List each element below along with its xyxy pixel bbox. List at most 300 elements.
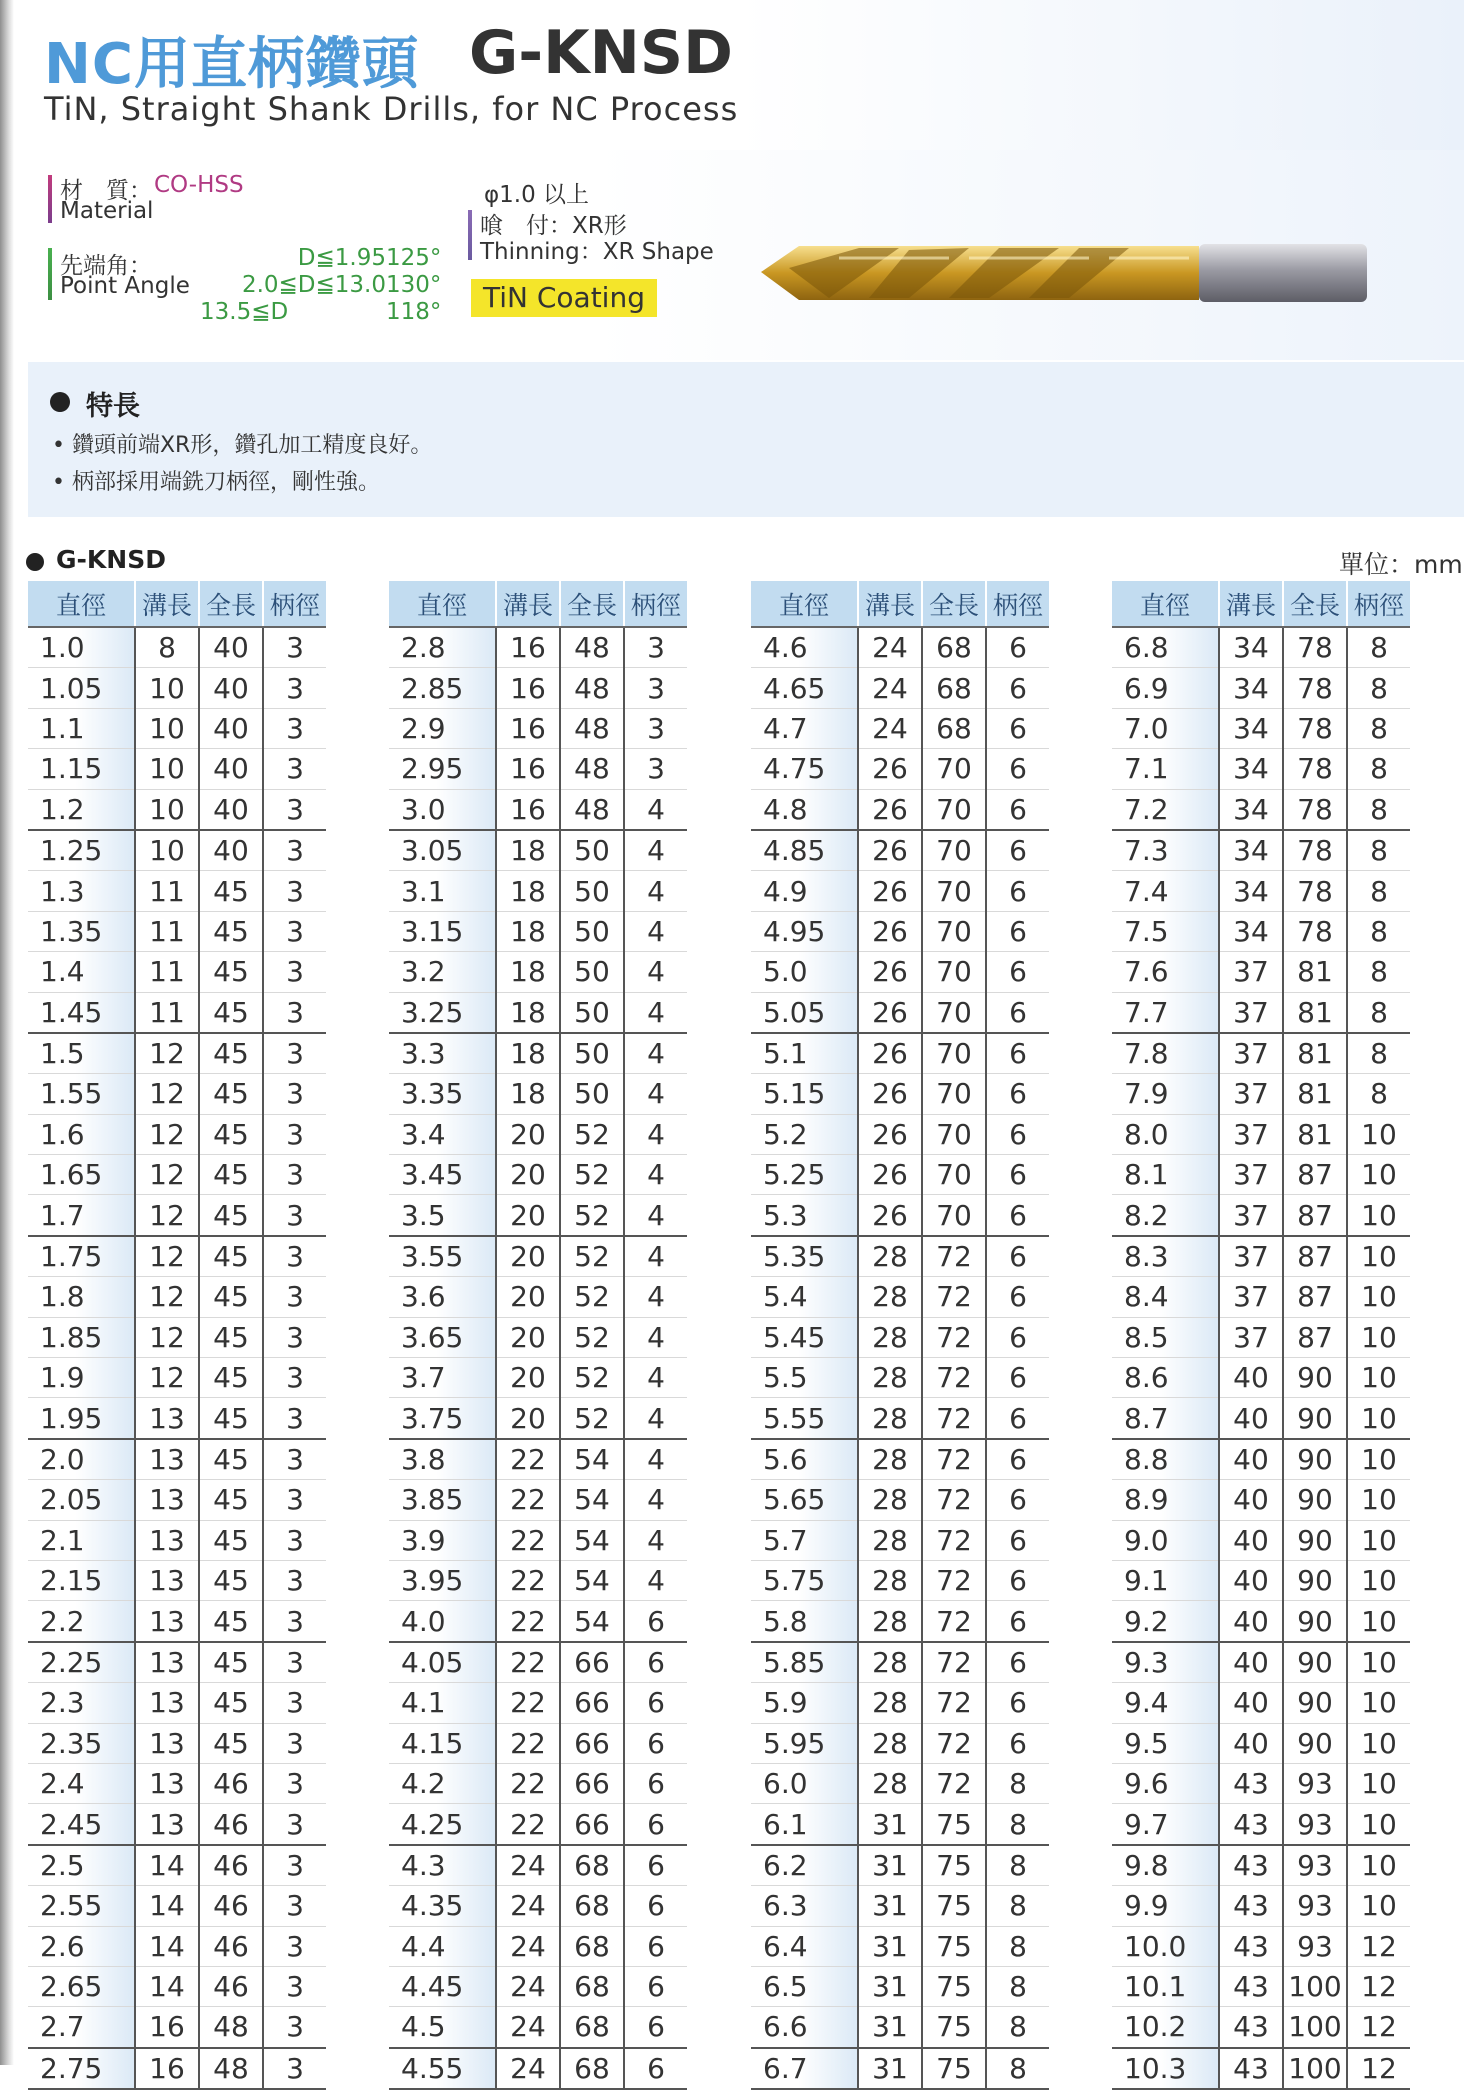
shank-diameter-cell: 10 bbox=[1347, 1642, 1410, 1683]
shank-diameter-cell: 6 bbox=[986, 992, 1049, 1033]
shank-diameter-cell: 6 bbox=[986, 1642, 1049, 1683]
overall-length-cell: 52 bbox=[560, 1155, 624, 1195]
flute-length-cell: 10 bbox=[135, 708, 199, 748]
diameter-cell: 1.55 bbox=[28, 1074, 135, 1114]
flute-length-cell: 43 bbox=[1219, 1886, 1283, 1926]
shank-diameter-cell: 3 bbox=[624, 708, 687, 748]
shank-diameter-cell: 6 bbox=[624, 1845, 687, 1886]
shank-diameter-cell: 3 bbox=[263, 1317, 326, 1357]
overall-length-cell: 68 bbox=[922, 668, 986, 708]
shank-diameter-cell: 3 bbox=[624, 749, 687, 789]
shank-diameter-cell: 8 bbox=[1347, 627, 1410, 668]
shank-diameter-cell: 6 bbox=[624, 1966, 687, 2006]
diameter-cell: 3.9 bbox=[389, 1520, 496, 1560]
overall-length-cell: 72 bbox=[922, 1398, 986, 1439]
shank-diameter-cell: 10 bbox=[1347, 1683, 1410, 1723]
shank-diameter-cell: 3 bbox=[263, 1520, 326, 1560]
size-table-1 bbox=[28, 581, 326, 2090]
flute-length-cell: 22 bbox=[496, 1763, 560, 1803]
shank-diameter-cell: 8 bbox=[986, 1845, 1049, 1886]
diameter-cell: 3.1 bbox=[389, 871, 496, 911]
table-row bbox=[751, 708, 1049, 748]
diameter-cell: 8.4 bbox=[1112, 1277, 1219, 1317]
overall-length-cell: 70 bbox=[922, 789, 986, 830]
table-row bbox=[389, 2048, 687, 2089]
shank-diameter-cell: 6 bbox=[986, 1236, 1049, 1277]
flute-length-cell: 31 bbox=[858, 1886, 922, 1926]
flute-length-cell: 26 bbox=[858, 1074, 922, 1114]
flute-length-cell: 37 bbox=[1219, 1033, 1283, 1074]
diameter-cell: 2.1 bbox=[28, 1520, 135, 1560]
shank-diameter-cell: 8 bbox=[1347, 952, 1410, 992]
diameter-cell: 4.45 bbox=[389, 1966, 496, 2006]
table-row bbox=[28, 1763, 326, 1803]
table-row bbox=[389, 1358, 687, 1398]
angle-value-1: 125° bbox=[386, 245, 442, 271]
flute-length-cell: 13 bbox=[135, 1804, 199, 1845]
size-table-2 bbox=[389, 581, 687, 2090]
table-row bbox=[28, 708, 326, 748]
diameter-cell: 4.6 bbox=[751, 627, 858, 668]
flute-length-cell: 20 bbox=[496, 1358, 560, 1398]
shank-diameter-cell: 4 bbox=[624, 1155, 687, 1195]
point-angle-marker bbox=[48, 248, 52, 300]
table-row bbox=[28, 1439, 326, 1480]
overall-length-cell: 46 bbox=[199, 1926, 263, 1966]
table-row bbox=[751, 1155, 1049, 1195]
overall-length-cell: 54 bbox=[560, 1560, 624, 1600]
flute-length-cell: 13 bbox=[135, 1642, 199, 1683]
overall-length-cell: 93 bbox=[1283, 1886, 1347, 1926]
shank-diameter-cell: 8 bbox=[1347, 871, 1410, 911]
diameter-cell: 1.4 bbox=[28, 952, 135, 992]
diameter-cell: 2.55 bbox=[28, 1886, 135, 1926]
diameter-cell: 1.65 bbox=[28, 1155, 135, 1195]
overall-length-cell: 78 bbox=[1283, 668, 1347, 708]
table-row bbox=[389, 1439, 687, 1480]
table-row bbox=[1112, 1520, 1410, 1560]
overall-length-cell: 45 bbox=[199, 952, 263, 992]
diameter-cell: 7.4 bbox=[1112, 871, 1219, 911]
shank-diameter-cell: 4 bbox=[624, 1398, 687, 1439]
flute-length-cell: 26 bbox=[858, 749, 922, 789]
table-row bbox=[751, 1114, 1049, 1154]
shank-diameter-cell: 6 bbox=[986, 1439, 1049, 1480]
table-row bbox=[28, 1033, 326, 1074]
shank-diameter-cell: 3 bbox=[263, 1926, 326, 1966]
flute-length-cell: 24 bbox=[496, 2048, 560, 2089]
flute-length-cell: 12 bbox=[135, 1033, 199, 1074]
diameter-cell: 6.4 bbox=[751, 1926, 858, 1966]
shank-diameter-cell: 3 bbox=[263, 830, 326, 871]
flute-length-cell: 24 bbox=[858, 668, 922, 708]
overall-length-cell: 72 bbox=[922, 1480, 986, 1520]
flute-length-cell: 16 bbox=[496, 668, 560, 708]
shank-diameter-cell: 3 bbox=[263, 1763, 326, 1803]
shank-diameter-cell: 6 bbox=[986, 627, 1049, 668]
diameter-cell: 8.5 bbox=[1112, 1317, 1219, 1357]
diameter-cell: 10.2 bbox=[1112, 2007, 1219, 2048]
diameter-cell: 4.15 bbox=[389, 1723, 496, 1763]
table-row bbox=[751, 1033, 1049, 1074]
shank-diameter-cell: 4 bbox=[624, 830, 687, 871]
overall-length-cell: 52 bbox=[560, 1398, 624, 1439]
flute-length-cell: 11 bbox=[135, 992, 199, 1033]
overall-length-cell: 90 bbox=[1283, 1358, 1347, 1398]
overall-length-cell: 40 bbox=[199, 789, 263, 830]
diameter-cell: 5.55 bbox=[751, 1398, 858, 1439]
flute-length-cell: 20 bbox=[496, 1317, 560, 1357]
overall-length-cell: 90 bbox=[1283, 1480, 1347, 1520]
diameter-cell: 6.9 bbox=[1112, 668, 1219, 708]
table-row bbox=[751, 1560, 1049, 1600]
overall-length-cell: 66 bbox=[560, 1683, 624, 1723]
diameter-cell: 6.8 bbox=[1112, 627, 1219, 668]
shank-diameter-cell: 8 bbox=[1347, 1074, 1410, 1114]
shank-diameter-cell: 10 bbox=[1347, 1236, 1410, 1277]
overall-length-cell: 78 bbox=[1283, 789, 1347, 830]
material-value: CO-HSS bbox=[154, 172, 244, 198]
overall-length-cell: 40 bbox=[199, 830, 263, 871]
overall-length-cell: 45 bbox=[199, 1114, 263, 1154]
diameter-cell: 8.9 bbox=[1112, 1480, 1219, 1520]
table-row bbox=[751, 1804, 1049, 1845]
table-row bbox=[1112, 1277, 1410, 1317]
diameter-cell: 8.6 bbox=[1112, 1358, 1219, 1398]
overall-length-cell: 45 bbox=[199, 1358, 263, 1398]
diameter-cell: 2.75 bbox=[28, 2048, 135, 2089]
shank-diameter-cell: 6 bbox=[624, 1683, 687, 1723]
flute-length-cell: 26 bbox=[858, 952, 922, 992]
table-row bbox=[28, 1398, 326, 1439]
diameter-cell: 6.3 bbox=[751, 1886, 858, 1926]
table-row bbox=[1112, 992, 1410, 1033]
flute-length-cell: 40 bbox=[1219, 1560, 1283, 1600]
diameter-cell: 2.2 bbox=[28, 1601, 135, 1642]
material-marker bbox=[48, 175, 52, 223]
diameter-cell: 1.8 bbox=[28, 1277, 135, 1317]
diameter-cell: 5.75 bbox=[751, 1560, 858, 1600]
table-row bbox=[28, 1358, 326, 1398]
table-row bbox=[28, 1155, 326, 1195]
table-row bbox=[1112, 952, 1410, 992]
flute-length-cell: 31 bbox=[858, 1966, 922, 2006]
flute-length-cell: 40 bbox=[1219, 1642, 1283, 1683]
diameter-cell: 3.6 bbox=[389, 1277, 496, 1317]
flute-length-cell: 37 bbox=[1219, 1236, 1283, 1277]
table-row bbox=[28, 1683, 326, 1723]
flute-length-cell: 28 bbox=[858, 1398, 922, 1439]
shank-diameter-cell: 6 bbox=[986, 1358, 1049, 1398]
column-header: 柄徑 bbox=[1347, 581, 1410, 627]
table-header-row bbox=[389, 581, 687, 627]
flute-length-cell: 18 bbox=[496, 871, 560, 911]
diameter-cell: 6.6 bbox=[751, 2007, 858, 2048]
diameter-cell: 5.1 bbox=[751, 1033, 858, 1074]
page-title-chinese: NC用直柄鑽頭 bbox=[44, 32, 419, 97]
flute-length-cell: 28 bbox=[858, 1723, 922, 1763]
flute-length-cell: 31 bbox=[858, 1845, 922, 1886]
overall-length-cell: 78 bbox=[1283, 911, 1347, 951]
overall-length-cell: 72 bbox=[922, 1439, 986, 1480]
flute-length-cell: 11 bbox=[135, 911, 199, 951]
table-row bbox=[389, 1683, 687, 1723]
table-row bbox=[28, 1236, 326, 1277]
table-row bbox=[1112, 2048, 1410, 2089]
table-row bbox=[28, 1195, 326, 1236]
diameter-cell: 3.95 bbox=[389, 1560, 496, 1600]
shank-diameter-cell: 3 bbox=[263, 871, 326, 911]
shank-diameter-cell: 6 bbox=[624, 1926, 687, 1966]
table-row bbox=[1112, 1683, 1410, 1723]
table-row bbox=[389, 1642, 687, 1683]
table-row bbox=[28, 1926, 326, 1966]
overall-length-cell: 90 bbox=[1283, 1439, 1347, 1480]
table-row bbox=[751, 952, 1049, 992]
flute-length-cell: 26 bbox=[858, 789, 922, 830]
flute-length-cell: 16 bbox=[496, 627, 560, 668]
shank-diameter-cell: 8 bbox=[986, 1926, 1049, 1966]
shank-diameter-cell: 3 bbox=[263, 627, 326, 668]
shank-diameter-cell: 6 bbox=[986, 830, 1049, 871]
flute-length-cell: 12 bbox=[135, 1358, 199, 1398]
shank-diameter-cell: 6 bbox=[624, 1886, 687, 1926]
flute-length-cell: 22 bbox=[496, 1683, 560, 1723]
shank-diameter-cell: 3 bbox=[263, 1033, 326, 1074]
overall-length-cell: 45 bbox=[199, 871, 263, 911]
drill-illustration bbox=[759, 228, 1379, 308]
diameter-cell: 4.55 bbox=[389, 2048, 496, 2089]
shank-diameter-cell: 3 bbox=[263, 1845, 326, 1886]
diameter-cell: 7.7 bbox=[1112, 992, 1219, 1033]
overall-length-cell: 87 bbox=[1283, 1236, 1347, 1277]
shank-diameter-cell: 6 bbox=[986, 952, 1049, 992]
flute-length-cell: 22 bbox=[496, 1439, 560, 1480]
shank-diameter-cell: 3 bbox=[263, 1723, 326, 1763]
shank-diameter-cell: 6 bbox=[624, 1763, 687, 1803]
table-row bbox=[1112, 1804, 1410, 1845]
diameter-cell: 3.55 bbox=[389, 1236, 496, 1277]
diameter-cell: 4.4 bbox=[389, 1926, 496, 1966]
shank-diameter-cell: 3 bbox=[624, 668, 687, 708]
table-row bbox=[1112, 1439, 1410, 1480]
overall-length-cell: 46 bbox=[199, 1804, 263, 1845]
diameter-cell: 1.35 bbox=[28, 911, 135, 951]
flute-length-cell: 22 bbox=[496, 1560, 560, 1600]
shank-diameter-cell: 10 bbox=[1347, 1601, 1410, 1642]
flute-length-cell: 28 bbox=[858, 1560, 922, 1600]
flute-length-cell: 28 bbox=[858, 1520, 922, 1560]
column-header: 全長 bbox=[922, 581, 986, 627]
table-row bbox=[1112, 708, 1410, 748]
table-row bbox=[751, 830, 1049, 871]
overall-length-cell: 75 bbox=[922, 1926, 986, 1966]
shank-diameter-cell: 3 bbox=[263, 1195, 326, 1236]
table-row bbox=[389, 1601, 687, 1642]
diameter-cell: 8.0 bbox=[1112, 1114, 1219, 1154]
shank-diameter-cell: 6 bbox=[986, 708, 1049, 748]
features-heading: 特長 bbox=[86, 391, 140, 422]
flute-length-cell: 20 bbox=[496, 1155, 560, 1195]
shank-diameter-cell: 10 bbox=[1347, 1763, 1410, 1803]
shank-diameter-cell: 3 bbox=[263, 1236, 326, 1277]
diameter-cell: 5.45 bbox=[751, 1317, 858, 1357]
flute-length-cell: 31 bbox=[858, 2048, 922, 2089]
size-table-4 bbox=[1112, 581, 1410, 2090]
overall-length-cell: 70 bbox=[922, 1074, 986, 1114]
overall-length-cell: 48 bbox=[560, 708, 624, 748]
flute-length-cell: 22 bbox=[496, 1804, 560, 1845]
shank-diameter-cell: 4 bbox=[624, 1195, 687, 1236]
overall-length-cell: 45 bbox=[199, 1683, 263, 1723]
overall-length-cell: 78 bbox=[1283, 627, 1347, 668]
shank-diameter-cell: 8 bbox=[986, 1966, 1049, 2006]
table-row bbox=[751, 1358, 1049, 1398]
overall-length-cell: 45 bbox=[199, 1317, 263, 1357]
diameter-cell: 3.85 bbox=[389, 1480, 496, 1520]
table-row bbox=[751, 789, 1049, 830]
overall-length-cell: 93 bbox=[1283, 1845, 1347, 1886]
overall-length-cell: 75 bbox=[922, 1966, 986, 2006]
overall-length-cell: 78 bbox=[1283, 871, 1347, 911]
flute-length-cell: 13 bbox=[135, 1683, 199, 1723]
shank-diameter-cell: 3 bbox=[263, 1601, 326, 1642]
overall-length-cell: 45 bbox=[199, 1277, 263, 1317]
table-row bbox=[389, 1155, 687, 1195]
table-row bbox=[1112, 1195, 1410, 1236]
table-row bbox=[28, 911, 326, 951]
shank-diameter-cell: 10 bbox=[1347, 1480, 1410, 1520]
shank-diameter-cell: 10 bbox=[1347, 1804, 1410, 1845]
table-row bbox=[28, 668, 326, 708]
diameter-cell: 7.5 bbox=[1112, 911, 1219, 951]
table-row bbox=[751, 749, 1049, 789]
diameter-cell: 3.0 bbox=[389, 789, 496, 830]
diameter-cell: 4.25 bbox=[389, 1804, 496, 1845]
shank-diameter-cell: 4 bbox=[624, 952, 687, 992]
overall-length-cell: 52 bbox=[560, 1114, 624, 1154]
diameter-cell: 1.15 bbox=[28, 749, 135, 789]
table-row bbox=[389, 1398, 687, 1439]
diameter-cell: 5.05 bbox=[751, 992, 858, 1033]
diameter-cell: 5.15 bbox=[751, 1074, 858, 1114]
shank-diameter-cell: 3 bbox=[263, 992, 326, 1033]
overall-length-cell: 45 bbox=[199, 1520, 263, 1560]
overall-length-cell: 87 bbox=[1283, 1195, 1347, 1236]
diameter-cell: 9.6 bbox=[1112, 1763, 1219, 1803]
flute-length-cell: 37 bbox=[1219, 1155, 1283, 1195]
table-row bbox=[1112, 1074, 1410, 1114]
overall-length-cell: 50 bbox=[560, 911, 624, 951]
overall-length-cell: 87 bbox=[1283, 1317, 1347, 1357]
column-header: 直徑 bbox=[1112, 581, 1219, 627]
diameter-cell: 3.2 bbox=[389, 952, 496, 992]
overall-length-cell: 75 bbox=[922, 2048, 986, 2089]
overall-length-cell: 45 bbox=[199, 1560, 263, 1600]
diameter-cell: 9.3 bbox=[1112, 1642, 1219, 1683]
flute-length-cell: 18 bbox=[496, 911, 560, 951]
diameter-cell: 1.3 bbox=[28, 871, 135, 911]
table-row bbox=[389, 1074, 687, 1114]
shank-diameter-cell: 8 bbox=[1347, 708, 1410, 748]
flute-length-cell: 13 bbox=[135, 1520, 199, 1560]
diameter-cell: 3.8 bbox=[389, 1439, 496, 1480]
table-row bbox=[28, 1723, 326, 1763]
flute-length-cell: 13 bbox=[135, 1560, 199, 1600]
feature-item-1: • 鑽頭前端XR形，鑽孔加工精度良好。 bbox=[52, 433, 433, 458]
diameter-cell: 7.9 bbox=[1112, 1074, 1219, 1114]
flute-length-cell: 22 bbox=[496, 1601, 560, 1642]
shank-diameter-cell: 3 bbox=[263, 1358, 326, 1398]
table-row bbox=[1112, 2007, 1410, 2048]
flute-length-cell: 20 bbox=[496, 1398, 560, 1439]
shank-diameter-cell: 4 bbox=[624, 1236, 687, 1277]
diameter-cell: 5.85 bbox=[751, 1642, 858, 1683]
overall-length-cell: 75 bbox=[922, 1845, 986, 1886]
table-row bbox=[389, 1114, 687, 1154]
shank-diameter-cell: 10 bbox=[1347, 1195, 1410, 1236]
shank-diameter-cell: 3 bbox=[263, 1439, 326, 1480]
diameter-cell: 5.0 bbox=[751, 952, 858, 992]
table-row bbox=[1112, 1155, 1410, 1195]
overall-length-cell: 40 bbox=[199, 708, 263, 748]
table-row bbox=[1112, 789, 1410, 830]
shank-diameter-cell: 6 bbox=[986, 911, 1049, 951]
flute-length-cell: 37 bbox=[1219, 1114, 1283, 1154]
table-row bbox=[751, 1845, 1049, 1886]
diameter-cell: 6.7 bbox=[751, 2048, 858, 2089]
shank-diameter-cell: 4 bbox=[624, 1114, 687, 1154]
material-label-en: Material bbox=[60, 198, 154, 224]
shank-diameter-cell: 6 bbox=[624, 1723, 687, 1763]
shank-diameter-cell: 10 bbox=[1347, 1398, 1410, 1439]
shank-diameter-cell: 3 bbox=[263, 1642, 326, 1683]
flute-length-cell: 10 bbox=[135, 830, 199, 871]
overall-length-cell: 46 bbox=[199, 1845, 263, 1886]
diameter-cell: 2.45 bbox=[28, 1804, 135, 1845]
table-row bbox=[389, 1886, 687, 1926]
thinning-label-en: Thinning：XR Shape bbox=[480, 239, 714, 265]
shank-diameter-cell: 8 bbox=[986, 1804, 1049, 1845]
table-row bbox=[1112, 1236, 1410, 1277]
shank-diameter-cell: 4 bbox=[624, 1074, 687, 1114]
overall-length-cell: 48 bbox=[560, 668, 624, 708]
shank-diameter-cell: 3 bbox=[263, 668, 326, 708]
diameter-cell: 4.75 bbox=[751, 749, 858, 789]
overall-length-cell: 45 bbox=[199, 911, 263, 951]
shank-diameter-cell: 3 bbox=[263, 1074, 326, 1114]
table-row bbox=[751, 1074, 1049, 1114]
overall-length-cell: 45 bbox=[199, 1480, 263, 1520]
diameter-cell: 9.7 bbox=[1112, 1804, 1219, 1845]
angle-condition-1: D≦1.95 bbox=[297, 245, 386, 271]
table-row bbox=[389, 2007, 687, 2048]
diameter-cell: 5.3 bbox=[751, 1195, 858, 1236]
overall-length-cell: 48 bbox=[199, 2007, 263, 2048]
table-row bbox=[1112, 1560, 1410, 1600]
flute-length-cell: 37 bbox=[1219, 1317, 1283, 1357]
table-row bbox=[389, 1520, 687, 1560]
overall-length-cell: 68 bbox=[560, 2048, 624, 2089]
shank-diameter-cell: 10 bbox=[1347, 1358, 1410, 1398]
flute-length-cell: 24 bbox=[496, 2007, 560, 2048]
overall-length-cell: 45 bbox=[199, 1398, 263, 1439]
overall-length-cell: 54 bbox=[560, 1480, 624, 1520]
flute-length-cell: 28 bbox=[858, 1236, 922, 1277]
shank-diameter-cell: 4 bbox=[624, 992, 687, 1033]
overall-length-cell: 93 bbox=[1283, 1763, 1347, 1803]
overall-length-cell: 81 bbox=[1283, 992, 1347, 1033]
